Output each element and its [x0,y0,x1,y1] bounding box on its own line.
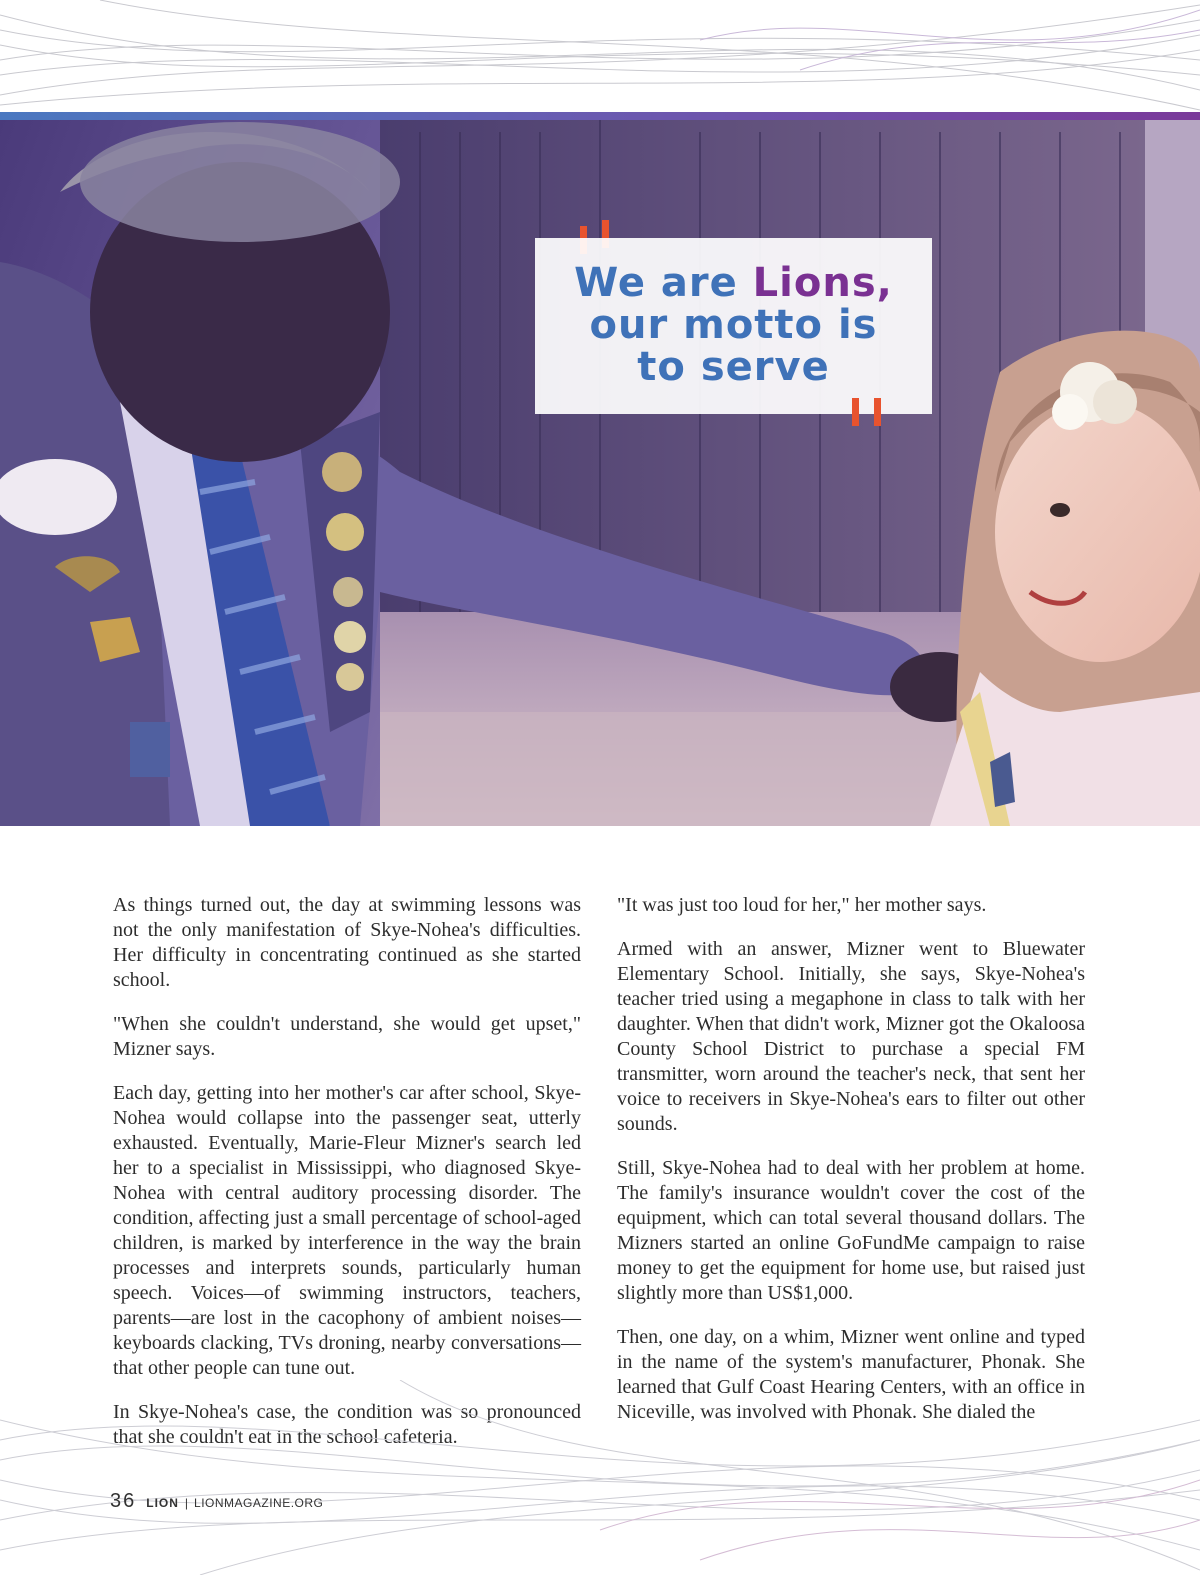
close-quote-mark-left [852,398,859,426]
paragraph: As things turned out, the day at swimming lessons was not the only manifestation of Skye-Nohea's difficulties. Her difficulty in concentrating continued as she started school. [113,894,581,991]
paragraph: Then, one day, on a whim, Mizner went online and typed in the name of the system's manufacturer, Phonak. She learned that Gulf Coast Hearing Centers, with an office in Niceville, was involved with Phonak. She dialed the [617,1326,1085,1423]
paragraph: Armed with an answer, Mizner went to Bluewater Elementary School. Initially, she says, Skye-Nohea's teacher tried using a megaphone in class to talk with her daughter. When that didn't work, Mizner got the Okaloosa County School District to purchase a special FM transmitter, worn around the teacher's neck, that sent her voice to receivers in Skye-Nohea's ears to filter out other sounds. [617,938,1085,1135]
quote-line-3: to serve [637,344,830,390]
close-quote-mark-right [874,398,881,426]
page-number: 36 [110,1490,137,1512]
top-wave-decoration [0,0,1200,125]
hero-top-bar [0,112,1200,120]
footer-separator: | [184,1496,189,1510]
website-link[interactable]: LIONMAGAZINE.ORG [194,1496,324,1510]
hero-photo [0,112,1200,826]
quote-line-1 [535,262,932,304]
article-column-right [617,893,1085,1444]
paragraph: In Skye-Nohea's case, the condition was so pronounced that she couldn't eat in the school cafeteria. [113,1401,581,1448]
hero-photo-illustration [0,112,1200,826]
page-footer [110,1490,323,1514]
paragraph: "It was just too loud for her," her mother says. [617,894,987,916]
quote-line-2: our motto is [589,302,878,348]
article-column-left [113,893,581,1469]
quote-accent-word: Lions, [752,260,893,306]
paragraph: "When she couldn't understand, she would get upset," Mizner says. [113,1013,581,1060]
paragraph: Still, Skye-Nohea had to deal with her problem at home. The family's insurance wouldn't cover the cost of the equipment, which can total several thousand dollars. The Mizners started an online GoFundMe campaign to raise money to get the equipment for home use, but raised just slightly more than US$1,000. [617,1157,1085,1304]
pull-quote [535,238,932,414]
magazine-name: LION [146,1496,179,1510]
quote-text-part1: We are [574,260,753,306]
paragraph: Each day, getting into her mother's car after school, Skye-Nohea would collapse into the passenger seat, utterly exhausted. Eventually, Marie-Fleur Mizner's search led her to a specialist in Mississippi, who diagnosed Skye-Nohea with central auditory processing disorder. The condition, affecting just a small percentage of school-aged children, is marked by interference in the way the brain processes and interprets sounds, particularly human speech. Voices—of swimming instructors, teachers, parents—are lost in the cacophony of ambient noises—keyboards clacking, TVs droning, nearby conversations—that other people can tune out. [113,1082,581,1379]
